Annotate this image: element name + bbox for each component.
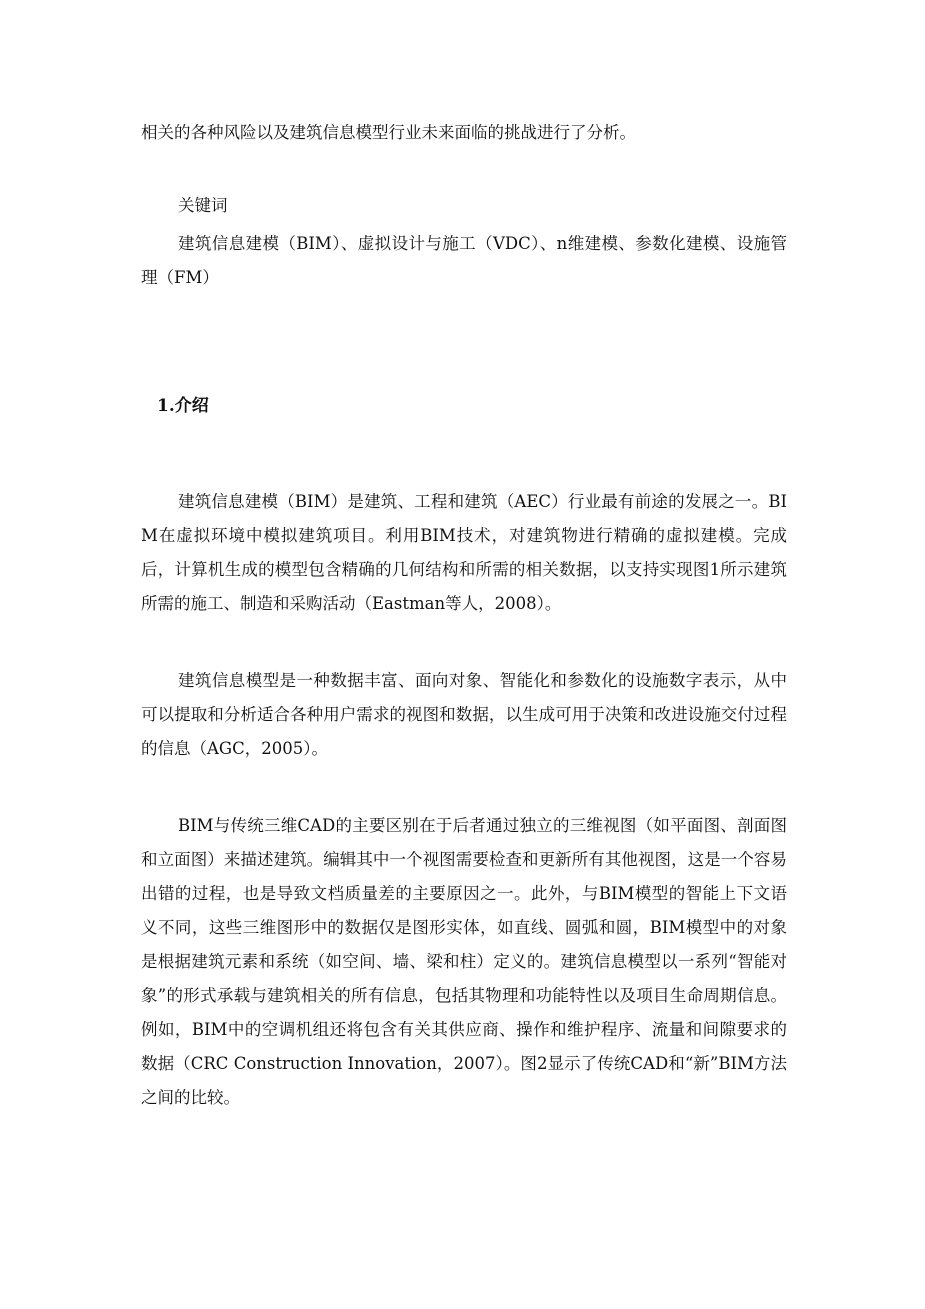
keywords-label: 关键词 [178, 196, 228, 215]
body-paragraph: 建筑信息建模（BIM）是建筑、工程和建筑（AEC）行业最有前途的发展之一。BIM在虚拟环境中模拟建筑项目。利用BIM技术，对建筑物进行精确的虚拟建模。完成后，计算机生成的模型包含精确的几何结构和所需的相关数据，以支持实现图1所示建筑所需的施工、制造和采购活动（Eastman等人，2008）。 [141, 492, 787, 613]
body-paragraph: 建筑信息模型是一种数据丰富、面向对象、智能化和参数化的设施数字表示，从中可以提取和分析适合各种用户需求的视图和数据，以生成可用于决策和改进设施交付过程的信息（AGC，2005）。 [141, 671, 787, 758]
abstract-tail-text: 相关的各种风险以及建筑信息模型行业未来面临的挑战进行了分析。 [141, 123, 636, 142]
keywords-text: 建筑信息建模（BIM）、虚拟设计与施工（VDC）、n维建模、参数化建模、设施管理（FM） [141, 234, 787, 287]
body-paragraph: BIM与传统三维CAD的主要区别在于后者通过独立的三维视图（如平面图、剖面图和立面图）来描述建筑。编辑其中一个视图需要检查和更新所有其他视图，这是一个容易出错的过程，也是导致文档质量差的主要原因之一。此外，与BIM模型的智能上下文语义不同，这些三维图形中的数据仅是图形实体，如直线、圆弧和圆，BIM模型中的对象是根据建筑元素和系统（如空间、墙、梁和柱）定义的。建筑信息模型以一系列“智能对象”的形式承载与建筑相关的所有信息，包括其物理和功能特性以及项目生命周期信息。例如，BIM中的空调机组还将包含有关其供应商、操作和维护程序、流量和间隙要求的数据（CRC Construction Innovation，2007）。图2显示了传统CAD和“新”BIM方法之间的比较。 [141, 816, 787, 1107]
section-heading-introduction: 1.介绍 [157, 396, 209, 416]
